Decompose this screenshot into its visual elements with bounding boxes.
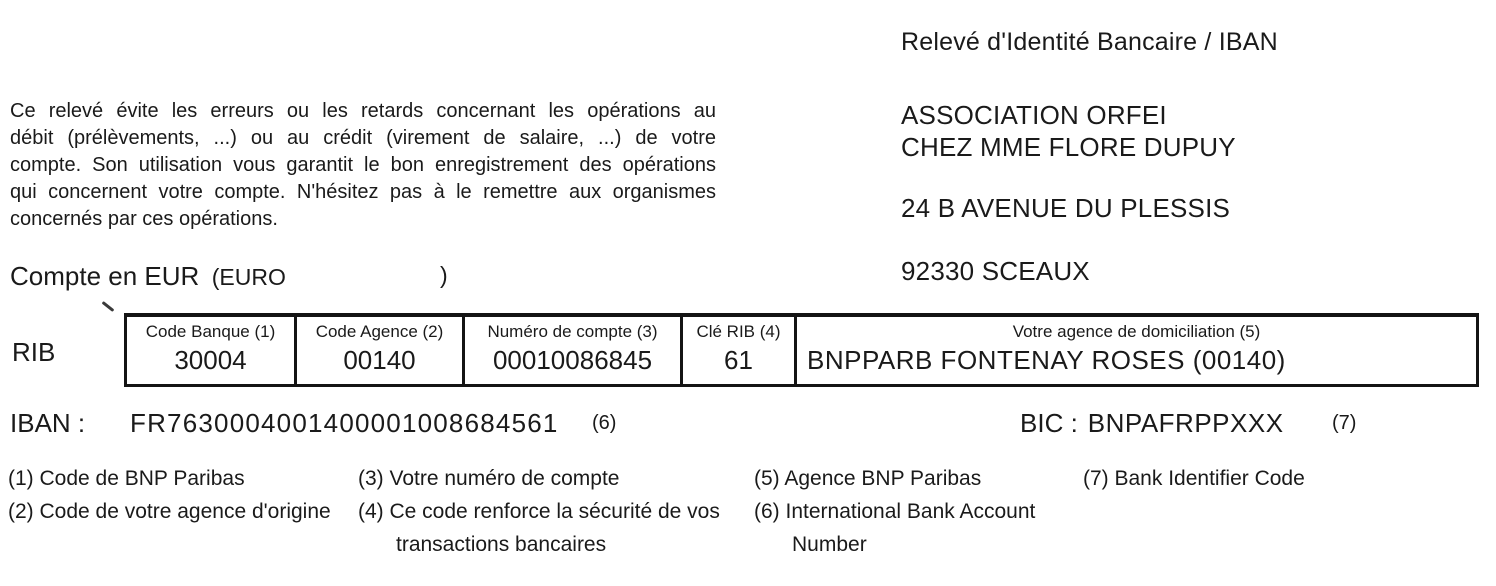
account-currency-close: ) [440,262,448,288]
legend-item-7: (7) Bank Identifier Code [1083,467,1305,490]
rib-header: Code Banque (1) [145,322,276,341]
bic-footnote-ref: (7) [1332,412,1357,434]
document-title: Relevé d'Identité Bancaire / IBAN [901,28,1278,56]
rib-header: Clé RIB (4) [696,322,781,341]
rib-value: 61 [724,345,753,375]
bic-label: BIC : [1020,408,1078,438]
legend-item-4: (4) Ce code renforce la sécurité de vos transactions bancaires [358,500,720,556]
rib-cell-code-banque [127,317,297,384]
handwritten-tick-mark [102,301,115,312]
legend-item-3: (3) Votre numéro de compte [358,467,620,490]
rib-cell-cle-rib [683,317,797,384]
account-currency-line [10,261,448,293]
rib-value: 30004 [174,345,247,375]
legend-item-2: (2) Code de votre agence d'origine [8,500,331,523]
rib-table [124,313,1479,387]
recipient-name: ASSOCIATION ORFEI [901,100,1167,130]
rib-header: Code Agence (2) [315,322,444,341]
rib-header: Votre agence de domiciliation (5) [1012,322,1261,341]
intro-line: Ce relevé évite les erreurs ou les retards concernant les opérations au [10,100,716,122]
iban-footnote-ref: (6) [592,412,617,434]
intro-line: qui concernent votre compte. N'hésitez pas à le remettre aux organismes [10,181,716,203]
rib-value: 00010086845 [492,345,653,375]
intro-line: compte. Son utilisation vous garantit le bon enregistrement des opérations [10,154,716,176]
recipient-street: 24 B AVENUE DU PLESSIS [901,193,1231,223]
legend-item-5: (5) Agence BNP Paribas [754,467,982,490]
iban-value: FR7630004001400001008684561 [130,408,559,438]
legend-item-6: (6) International Bank Account Number [754,500,1036,556]
intro-line: débit (prélèvements, ...) ou au crédit (virement de salaire, ...) de votre [10,127,716,149]
iban-label: IBAN : [10,408,86,438]
bic-value: BNPAFRPPXXX [1087,408,1284,438]
rib-label: RIB [12,337,56,367]
rib-value: BNPPARB FONTENAY ROSES (00140) [807,345,1286,375]
rib-value: 00140 [343,345,416,375]
recipient-city: 92330 SCEAUX [901,256,1090,286]
legend-item-1: (1) Code de BNP Paribas [8,467,245,490]
intro-paragraph [10,98,716,233]
bic-line [1020,408,1284,439]
rib-cell-agence-domiciliation [797,317,1476,384]
account-currency-open: (EURO [211,264,286,290]
rib-cell-numero-compte [465,317,683,384]
intro-line: concernés par ces opérations. [10,208,278,230]
recipient-care-of: CHEZ MME FLORE DUPUY [901,132,1236,162]
rib-header: Numéro de compte (3) [487,322,658,341]
rib-cell-code-agence [297,317,465,384]
account-label: Compte en EUR [10,261,200,291]
